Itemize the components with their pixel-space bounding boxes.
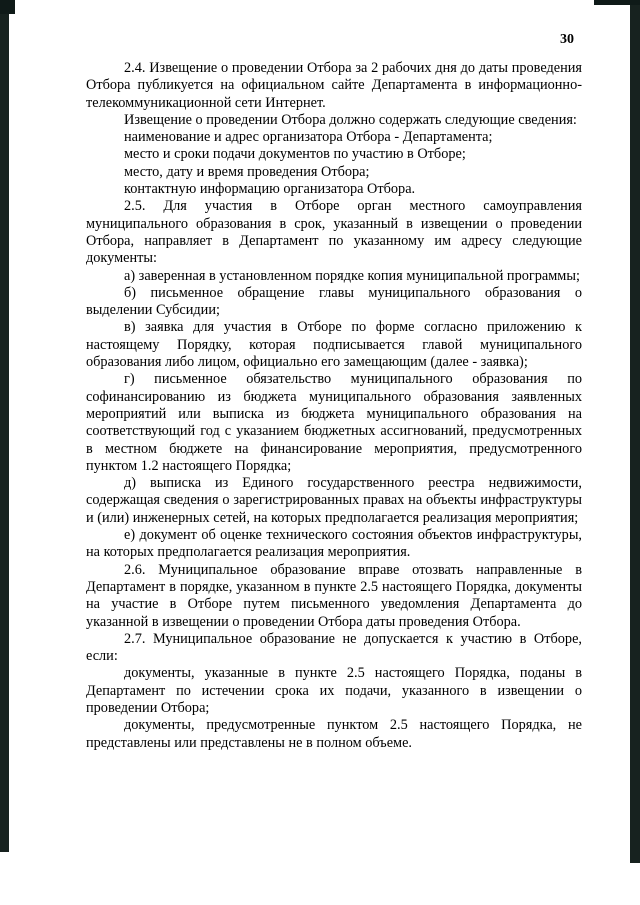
scan-artifact-right-edge — [630, 0, 640, 863]
subitem-g: г) письменное обязательство муниципального образования по софинансированию из бюджета муниципального образования заявленных мероприятий или выписка из бюджета муниципального образования на соответствующий год с указанием бюджетных ассигнований, предусмотренных в местном бюджете на финансирование мероприятия, предусмотренного пунктом 1.2 настоящего Порядка; — [86, 371, 582, 474]
clause-2-4: 2.4. Извещение о проведении Отбора за 2 рабочих дня до даты проведения Отбора публикуется на официальном сайте Департамента в информационно-телекоммуникационной сети Интернет. — [86, 60, 582, 111]
clause-2-7: 2.7. Муниципальное образование не допускается к участию в Отборе, если: — [86, 630, 582, 665]
notice-item-contact-info: контактную информацию организатора Отбора. — [124, 181, 416, 198]
clause-2-6: 2.6. Муниципальное образование вправе отозвать направленные в Департамент в порядке, указанном в пункте 2.5 настоящего Порядка, документы на участие в Отборе путем письменного уведомления Департамента до указанной в извещении о проведении Отбора даты проведения Отбора. — [86, 561, 582, 630]
page-number: 30 — [560, 32, 574, 47]
subitem-a: а) заверенная в установленном порядке копия муниципальной программы; — [124, 267, 580, 284]
notice-contents-intro: Извещение о проведении Отбора должно содержать следующие сведения: — [124, 111, 577, 128]
scan-artifact-left-edge — [0, 0, 9, 852]
subitem-d: д) выписка из Единого государственного реестра недвижимости, содержащая сведения о зарегистрированных правах на объекты инфраструктуры и (или) инженерных сетей, на которых предполагается реализация мероприятия; — [86, 475, 582, 526]
clause-2-5: 2.5. Для участия в Отборе орган местного самоуправления муниципального образования в срок, указанный в извещении о проведении Отбора, направляет в Департамент по указанному им адресу следующие документы: — [86, 198, 582, 267]
document-body — [86, 60, 582, 752]
subitem-b: б) письменное обращение главы муниципального образования о выделении Субсидии; — [86, 284, 582, 319]
subitem-e: е) документ об оценке технического состояния объектов инфраструктуры, на которых предполагается реализация мероприятия. — [86, 527, 582, 561]
notice-item-name-address: наименование и адрес организатора Отбора - Департамента; — [124, 129, 493, 146]
notice-item-place-date-time: место, дату и время проведения Отбора; — [124, 163, 370, 180]
notice-item-place-terms: место и сроки подачи документов по участию в Отборе; — [124, 146, 466, 163]
rejection-condition-incomplete-documents: документы, предусмотренные пунктом 2.5 настоящего Порядка, не представлены или представлены не в полном объеме. — [86, 717, 582, 751]
subitem-v: в) заявка для участия в Отборе по форме согласно приложению к настоящему Порядку, которая подписывается главой муниципального образования либо лицом, официально его замещающим (далее - заявка); — [86, 319, 582, 371]
scan-artifact-top-left-corner — [0, 0, 15, 14]
scan-artifact-top-right-corner — [594, 0, 640, 5]
rejection-condition-late-submission: документы, указанные в пункте 2.5 настоящего Порядка, поданы в Департамент по истечении срока их подачи, указанного в извещении о проведении Отбора; — [86, 665, 582, 716]
